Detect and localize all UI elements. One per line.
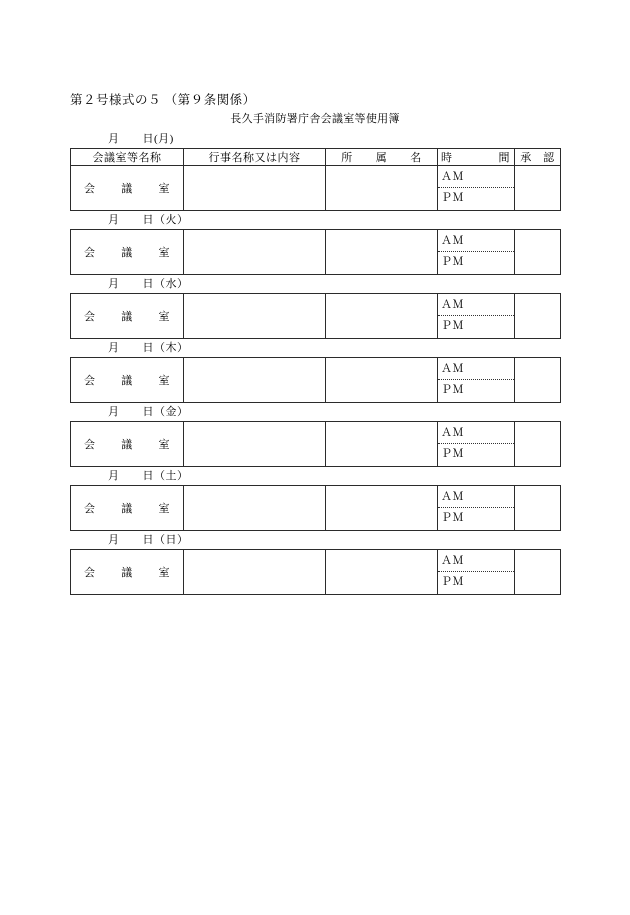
cell-approval[interactable] [515, 230, 561, 275]
cell-approval[interactable] [515, 486, 561, 531]
day-label-friday: 月 日（金） [108, 406, 189, 418]
header-time-right: 間 [498, 152, 510, 164]
cell-approval[interactable] [515, 550, 561, 595]
time-pm: ＰＭ [441, 192, 464, 204]
day-table-monday [70, 148, 561, 211]
cell-department[interactable] [326, 230, 438, 275]
table-header-row [71, 149, 561, 166]
table-row [71, 230, 561, 275]
time-pm: ＰＭ [441, 256, 464, 268]
day-table-friday [70, 421, 561, 467]
time-pm: ＰＭ [441, 320, 464, 332]
table-row [71, 422, 561, 467]
time-am: ＡＭ [438, 487, 514, 508]
cell-time[interactable] [438, 422, 515, 467]
usage-log-table [70, 130, 560, 595]
cell-room [71, 358, 184, 403]
room-label: 会議室 [84, 247, 170, 259]
time-am: ＡＭ [438, 167, 514, 188]
room-label: 会議室 [84, 375, 170, 387]
room-label: 会議室 [84, 503, 170, 515]
cell-room [71, 166, 184, 211]
table-row [71, 166, 561, 211]
time-am: ＡＭ [438, 423, 514, 444]
cell-approval[interactable] [515, 422, 561, 467]
cell-event[interactable] [184, 230, 326, 275]
day-label-sunday: 月 日（日） [108, 534, 189, 546]
room-label: 会議室 [84, 311, 170, 323]
cell-room [71, 550, 184, 595]
cell-event[interactable] [184, 422, 326, 467]
room-label: 会議室 [84, 439, 170, 451]
table-row [71, 358, 561, 403]
cell-department[interactable] [326, 166, 438, 211]
day-label-monday: 月 日(月) [108, 133, 174, 145]
cell-department[interactable] [326, 486, 438, 531]
cell-event[interactable] [184, 486, 326, 531]
table-row [71, 550, 561, 595]
time-pm: ＰＭ [441, 512, 464, 524]
room-label: 会議室 [84, 567, 170, 579]
cell-time[interactable] [438, 358, 515, 403]
cell-event[interactable] [184, 294, 326, 339]
header-department: 所 属 名 [326, 149, 438, 166]
cell-room [71, 422, 184, 467]
time-pm: ＰＭ [441, 448, 464, 460]
day-table-sunday [70, 549, 561, 595]
form-number: 第２号様式の５ （第９条関係） [70, 93, 256, 107]
day-label-wednesday: 月 日（水） [108, 278, 189, 290]
day-label-saturday: 月 日（土） [108, 470, 189, 482]
cell-department[interactable] [326, 422, 438, 467]
day-label-thursday: 月 日（木） [108, 342, 189, 354]
cell-event[interactable] [184, 358, 326, 403]
cell-event[interactable] [184, 166, 326, 211]
cell-approval[interactable] [515, 294, 561, 339]
cell-department[interactable] [326, 550, 438, 595]
cell-time[interactable] [438, 550, 515, 595]
cell-time[interactable] [438, 486, 515, 531]
header-event: 行事名称又は内容 [184, 149, 326, 166]
cell-department[interactable] [326, 294, 438, 339]
header-approval: 承 認 [515, 149, 561, 166]
time-pm: ＰＭ [441, 384, 464, 396]
cell-room [71, 486, 184, 531]
header-room: 会議室等名称 [71, 149, 184, 166]
cell-approval[interactable] [515, 358, 561, 403]
table-row [71, 486, 561, 531]
room-label: 会議室 [84, 183, 170, 195]
day-table-wednesday [70, 293, 561, 339]
time-pm: ＰＭ [441, 576, 464, 588]
cell-room [71, 294, 184, 339]
header-time [438, 149, 515, 166]
time-am: ＡＭ [438, 551, 514, 572]
time-am: ＡＭ [438, 231, 514, 252]
cell-time[interactable] [438, 294, 515, 339]
document-title: 長久手消防署庁舎会議室等使用簿 [230, 113, 400, 125]
cell-time[interactable] [438, 230, 515, 275]
table-row [71, 294, 561, 339]
time-am: ＡＭ [438, 359, 514, 380]
day-table-saturday [70, 485, 561, 531]
day-table-thursday [70, 357, 561, 403]
time-am: ＡＭ [438, 295, 514, 316]
cell-event[interactable] [184, 550, 326, 595]
cell-time[interactable] [438, 166, 515, 211]
cell-room [71, 230, 184, 275]
cell-approval[interactable] [515, 166, 561, 211]
day-label-tuesday: 月 日（火） [108, 214, 189, 226]
header-time-left: 時 [441, 152, 453, 164]
cell-department[interactable] [326, 358, 438, 403]
day-table-tuesday [70, 229, 561, 275]
